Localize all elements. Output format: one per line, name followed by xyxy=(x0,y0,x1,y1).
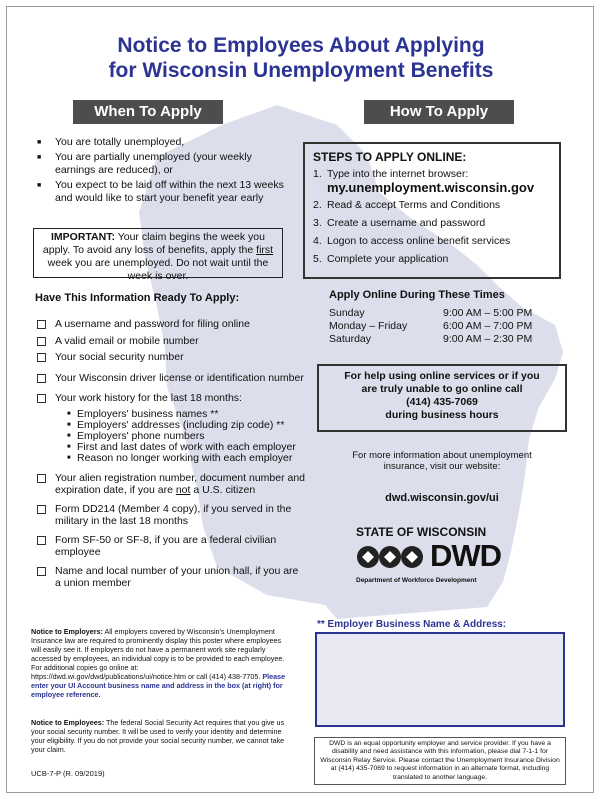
list-item: ■ You are totally unemployed, xyxy=(35,136,287,149)
step-text: Read & accept Terms and Conditions xyxy=(327,199,501,211)
list-item xyxy=(37,472,307,497)
step-number: 4. xyxy=(313,235,322,247)
more-info-text: For more information about unemployment insurance, visit our website: xyxy=(352,450,532,472)
list-item xyxy=(37,534,307,559)
checklist xyxy=(37,318,307,590)
list-item xyxy=(313,168,551,196)
list-item xyxy=(37,503,307,528)
employer-address-box[interactable] xyxy=(315,632,565,727)
day: Monday – Friday xyxy=(329,320,408,332)
day: Sunday xyxy=(329,307,365,319)
checklist-text: Your alien registration number, document number and expiration date, if you are xyxy=(55,471,306,496)
list-item xyxy=(37,351,307,364)
checkbox-icon xyxy=(37,337,46,346)
notice-to-employees xyxy=(31,718,293,754)
checkbox-icon xyxy=(37,320,46,329)
checkbox-icon xyxy=(37,536,46,545)
checklist-text: Your social security number xyxy=(55,351,184,363)
notice-employees-label: Notice to Employees: xyxy=(31,718,105,727)
list-item: ■ You expect to be laid off within the next 13 weeks and would like to start your benefit year early xyxy=(35,179,287,205)
form-id: UCB-7-P (R. 09/2019) xyxy=(31,769,105,778)
step-number: 1. xyxy=(313,168,322,180)
list-item: ■ First and last dates of work with each employer xyxy=(67,442,307,453)
step-text: Logon to access online benefit services xyxy=(327,235,511,247)
list-item xyxy=(37,372,307,385)
checklist-text: Your Wisconsin driver license or identification number xyxy=(55,371,304,384)
help-box xyxy=(317,364,567,432)
employer-label: ** Employer Business Name & Address: xyxy=(317,619,507,630)
steps-title: STEPS TO APPLY ONLINE: xyxy=(313,150,467,164)
checklist-not: not xyxy=(175,484,191,496)
notice-employers-text: All employers covered by Wisconsin's Unemployment Insurance law are required to prominently display this poster where employees will easily see it. If employers do not have a permanent work site regularly accessed by employees, an individual copy is to be provided to each employee. For additional copies go online at: https://dwd.wi.gov/dwd/publications/ui/notice.htm or call (414) 438-7705. xyxy=(31,627,285,681)
help-line-4: during business hours xyxy=(385,409,499,421)
list-item: ■ Employers' phone numbers xyxy=(67,431,307,442)
list-item xyxy=(313,199,551,212)
checkbox-icon xyxy=(37,505,46,514)
list-item xyxy=(37,392,307,464)
list-item xyxy=(37,565,307,590)
checkbox-icon xyxy=(37,567,46,576)
list-item xyxy=(313,253,551,266)
notice-poster xyxy=(6,6,594,793)
checklist-text: Name and local number of your union hall, if you are a union member xyxy=(55,564,299,589)
steps-url: my.unemployment.wisconsin.gov xyxy=(327,180,535,195)
logo-state-text: STATE OF WISCONSIN xyxy=(356,525,487,539)
dwd-logo xyxy=(356,525,536,584)
table-row xyxy=(329,307,559,320)
equal-opportunity-statement: DWD is an equal opportunity employer and service provider. If you have a disability and need assistance with this information, please dial 7-1-1 for Wisconsin Relay Service. Please contact the Unemployment Insurance Division at (414) 435-7069 to request information in an alternate format, including translated to another language. xyxy=(314,737,566,785)
help-line-1: For help using online services or if you xyxy=(344,370,540,382)
website-link[interactable]: dwd.wisconsin.gov/ui xyxy=(385,492,499,504)
checkbox-icon xyxy=(37,394,46,403)
steps-box xyxy=(303,142,561,279)
ready-heading: Have This Information Ready To Apply: xyxy=(35,292,240,304)
step-number: 5. xyxy=(313,253,322,265)
list-item: ■ Employers' business names ** xyxy=(67,409,307,420)
logo-dept-text: Department of Workforce Development xyxy=(356,577,477,584)
checklist-text: Your work history for the last 18 months: xyxy=(55,392,242,404)
important-label: IMPORTANT: xyxy=(51,231,115,243)
checklist-text: A valid email or mobile number xyxy=(55,334,199,347)
list-item xyxy=(37,318,307,331)
checkbox-icon xyxy=(37,374,46,383)
when-to-apply-heading: When To Apply xyxy=(73,100,223,124)
when-bullet-list xyxy=(35,136,287,207)
title-line-2: for Wisconsin Unemployment Benefits xyxy=(108,59,494,82)
important-text-1: Your claim begins the week you apply. To avoid any loss of benefits, apply the xyxy=(42,231,265,256)
work-history-list xyxy=(67,409,307,464)
list-item: ■ Employers' addresses (including zip code) ** xyxy=(67,420,307,431)
page-title xyxy=(7,33,594,83)
important-first: first xyxy=(256,244,274,256)
times-table xyxy=(329,307,559,346)
dwd-emblem-icon xyxy=(356,542,428,572)
notice-employers-label: Notice to Employers: xyxy=(31,627,103,636)
table-row xyxy=(329,333,559,346)
checklist-text: Form SF-50 or SF-8, if you are a federal civilian employee xyxy=(55,533,277,558)
notice-employees-text: The federal Social Security Act requires that you give us your social security number. It will be used to verify your identity and determine your eligibility. If you do not provide your social security number, we cannot take your claim. xyxy=(31,718,285,754)
step-text: Create a username and password xyxy=(327,217,486,229)
notice-employers-highlight: Please enter your UI Account business name and address in the box (at right) for employee reference. xyxy=(31,672,286,699)
help-line-2: are truly unable to go online call xyxy=(361,383,523,395)
important-text-2: week you are unemployed. Do not wait until the week is over. xyxy=(47,257,269,282)
steps-list xyxy=(313,168,551,266)
table-row xyxy=(329,320,559,333)
step-text: Type into the internet browser: xyxy=(327,168,469,180)
how-to-apply-heading: How To Apply xyxy=(364,100,514,124)
hours: 9:00 AM – 2:30 PM xyxy=(443,333,533,345)
hours: 6:00 AM – 7:00 PM xyxy=(443,320,533,332)
checkbox-icon xyxy=(37,474,46,483)
checklist-text: a U.S. citizen xyxy=(190,484,256,496)
title-line-1: Notice to Employees About Applying xyxy=(117,34,485,57)
checklist-text: Form DD214 (Member 4 copy), if you served in the military in the last 18 months xyxy=(55,502,292,527)
step-text: Complete your application xyxy=(327,253,449,265)
important-box xyxy=(33,228,283,282)
checkbox-icon xyxy=(37,353,46,362)
list-item: ■ You are partially unemployed (your weekly earnings are reduced), or xyxy=(35,151,287,177)
step-number: 3. xyxy=(313,217,322,229)
day: Saturday xyxy=(329,333,372,345)
list-item xyxy=(313,217,551,230)
times-heading: Apply Online During These Times xyxy=(329,289,505,301)
step-number: 2. xyxy=(313,199,322,211)
help-phone: (414) 435-7069 xyxy=(406,396,478,408)
list-item xyxy=(313,235,551,248)
logo-dwd-text: DWD xyxy=(430,538,502,573)
hours: 9:00 AM – 5:00 PM xyxy=(443,307,533,319)
list-item: ■ Reason no longer working with each employer xyxy=(67,453,307,464)
checklist-text: A username and password for filing online xyxy=(55,318,250,330)
notice-to-employers xyxy=(31,627,293,699)
list-item xyxy=(37,335,307,348)
